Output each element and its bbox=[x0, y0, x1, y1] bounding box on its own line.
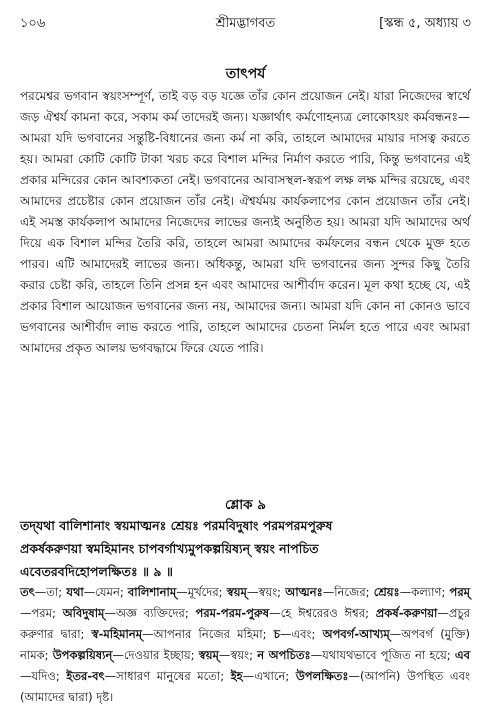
synonym-term: উপলক্ষিতঃ bbox=[295, 669, 349, 683]
synonym-meaning: (আপনি) উপস্থিত এবং (আমাদের দ্বারা) দৃষ্ট। bbox=[20, 669, 470, 704]
synonym-term: পরম্ bbox=[449, 585, 471, 599]
synonym-term: উপকল্পয়িষ্যন্ bbox=[52, 648, 113, 662]
verse-title: শ্লোক ৯ bbox=[224, 497, 267, 513]
synonym-meaning: যেমন bbox=[95, 585, 120, 599]
synonym-term: আত্মনঃ bbox=[285, 585, 323, 599]
synonym-meaning: যথাযথভাবে পূজিত না হয়ে bbox=[322, 648, 447, 662]
synonym-meaning: এখানে bbox=[254, 669, 286, 683]
synonym-meaning: স্বয়ং bbox=[230, 648, 250, 662]
page-number: ১০৬ bbox=[20, 16, 46, 31]
synonym-term: শ্রেয়ঃ bbox=[373, 585, 400, 599]
synonym-term: ইতর-বৎ bbox=[66, 669, 105, 683]
synonym-meaning: মূর্খদের bbox=[187, 585, 219, 599]
synonym-term: পরম-পরম-পুরুষ bbox=[195, 606, 270, 620]
synonym-term: এব bbox=[454, 648, 471, 662]
synonym-term: স্বয়ম্ bbox=[226, 585, 247, 599]
verse-text bbox=[20, 514, 470, 583]
section-reference: [স্কন্ধ ৫, অধ্যায় ৩ bbox=[379, 16, 471, 31]
synonym-meaning: অপবর্গ (মুক্তি) নামক bbox=[20, 627, 471, 662]
synonym-term: চ bbox=[273, 627, 280, 641]
synonym-meaning: কল্যাণ bbox=[411, 585, 442, 599]
page-header bbox=[20, 14, 471, 36]
synonym-meaning: এবং bbox=[291, 627, 312, 641]
purport-heading: তাৎপর্য bbox=[225, 66, 266, 82]
synonym-meaning: প্রচুর করুণার দ্বারা bbox=[20, 606, 471, 641]
synonym-meaning: দেওয়ার ইচ্ছায় bbox=[123, 648, 191, 662]
synonym-meaning: আপনার নিজের মহিমা bbox=[153, 627, 263, 641]
verse-line-2: প্রকর্ষকরুণয়া স্বমহিমানং চাপবর্গাখ্যমুপকল্পয়িষ্যন্‌ স্বয়ং নাপচিত bbox=[20, 541, 319, 556]
synonyms-paragraph: তৎ—তা; যথা—যেমন; বালিশানাম্—মূর্খদের; স্বয়ম্—স্বয়ং; আত্মনঃ—নিজের; শ্রেয়ঃ—কল্যাণ; পরম্—পরম; অবিদুষাম্—অজ্ঞ ব্যক্তিদের; পরম-পরম-পুরুষ—হে ঈশ্বরেরও ঈশ্বর; প্রকর্ষ-করুণয়া—প্রচুর করুণার দ্বারা; স্ব-মহিমানম্—আপনার নিজের মহিমা; চ—এবং; অপবর্গ-আখ্যম্—অপবর্গ (মুক্তি) নামক; উপকল্পয়িষ্যন্—দেওয়ার ইচ্ছায়; স্বয়ম্—স্বয়ং; ন অপচিতঃ—যথাযথভাবে পূজিত না হয়ে; এব—যদিও; ইতর-বৎ—সাধারণ মানুষের মতো; ইহ—এখানে; উপলক্ষিতঃ—(আপনি) উপস্থিত এবং (আমাদের দ্বারা) দৃষ্ট। bbox=[20, 585, 471, 704]
synonym-term: অবিদুষাম্ bbox=[62, 606, 105, 620]
synonym-term: স্বয়ম্ bbox=[198, 648, 219, 662]
verse-line-1: তদ্‌যথা বালিশানাং স্বয়মাত্মনঃ শ্রেয়ঃ পরমবিদুষাং পরমপরমপুরুষ bbox=[20, 518, 333, 533]
synonym-meaning: পরম bbox=[31, 606, 53, 620]
synonym-meaning: স্বয়ং bbox=[258, 585, 278, 599]
synonym-term: স্ব-মহিমানম্ bbox=[91, 627, 143, 641]
synonym-meaning: সাধারণ মানুষের মতো bbox=[116, 669, 221, 683]
synonym-meaning: হে ঈশ্বরেরও ঈশ্বর bbox=[280, 606, 366, 620]
synonym-term: বালিশানাম্ bbox=[127, 585, 177, 599]
book-title: শ্রীমদ্ভাগবত bbox=[215, 16, 276, 31]
synonym-meaning: তা bbox=[46, 585, 59, 599]
synonym-term: যথা bbox=[66, 585, 84, 599]
synonym-meaning: নিজের bbox=[334, 585, 366, 599]
synonym-term: ন অপচিতঃ bbox=[257, 648, 311, 662]
verse-line-3: এবেতরবদিহোপলক্ষিতঃ ॥ ৯ ॥ bbox=[20, 564, 173, 579]
synonym-meaning: অজ্ঞ ব্যক্তিদের bbox=[115, 606, 185, 620]
purport-paragraph: পরমেশ্বর ভগবান স্বয়ংসম্পূর্ণ, তাই বড় বড় যজ্ঞে তাঁর কোন প্রয়োজন নেই। যারা নিজেদের স্বার্থে জড় ঐশ্বর্য কামনা করে, সকাম কর্ম তাদেরই জন্য। যজ্ঞার্থাৎ কর্মণোহন্যত্র লোকোঽয়ং কর্মবন্ধনঃ—আমরা যদি ভগবানের সন্তুষ্টি-বিধানের জন্য কর্ম না করি, তাহলে আমাদের মায়ার দাসত্ব করতে হয়। আমরা কোটি কোটি টাকা খরচ করে বিশাল মন্দির নির্মাণ করতে পারি, কিন্তু ভগবানের এই প্রকার মন্দিরের কোন আবশ্যকতা নেই। ভগবানের আবাসস্থল-স্বরূপ লক্ষ লক্ষ মন্দির রয়েছে, এবং আমাদের প্রচেষ্টার কোন প্রয়োজন তাঁর নেই। ঐশ্বর্যময় কার্যকলাপের কোন প্রয়োজন তাঁর নেই। এই সমস্ত কার্যকলাপ আমাদের নিজেদের লাভের জন্যই অনুষ্ঠিত হয়। আমরা যদি আমাদের অর্থ দিয়ে এক বিশাল মন্দির তৈরি করি, তাহলে আমরা আমাদের কর্মফলের বন্ধন থেকে মুক্ত হতে পারব। এটি আমাদেরই লাভের জন্য। অধিকন্তু, আমরা যদি ভগবানের জন্য সুন্দর কিছু তৈরি করার চেষ্টা করি, তাহলে তিনি প্রসন্ন হন এবং আমাদের আশীর্বাদ করেন। মূল কথা হচ্ছে যে, এই প্রকার বিশাল আয়োজন ভগবানের জন্য নয়, আমাদের জন্য। আমরা যদি কোন না কোনও ভাবে ভগবানের আশীর্বাদ লাভ করতে পারি, তাহলে আমাদের চেতনা নির্মল হতে পারে এবং আমরা আমাদের প্রকৃত আলয় ভগবদ্ধামে ফিরে যেতে পারি। bbox=[20, 89, 470, 355]
synonym-term: প্রকর্ষ-করুণয়া bbox=[375, 606, 438, 620]
synonym-meaning: যদিও bbox=[31, 669, 56, 683]
synonym-term: ইহ bbox=[230, 669, 243, 683]
synonym-term: তৎ bbox=[20, 585, 35, 599]
synonym-term: অপবর্গ-আখ্যম্ bbox=[322, 627, 390, 641]
